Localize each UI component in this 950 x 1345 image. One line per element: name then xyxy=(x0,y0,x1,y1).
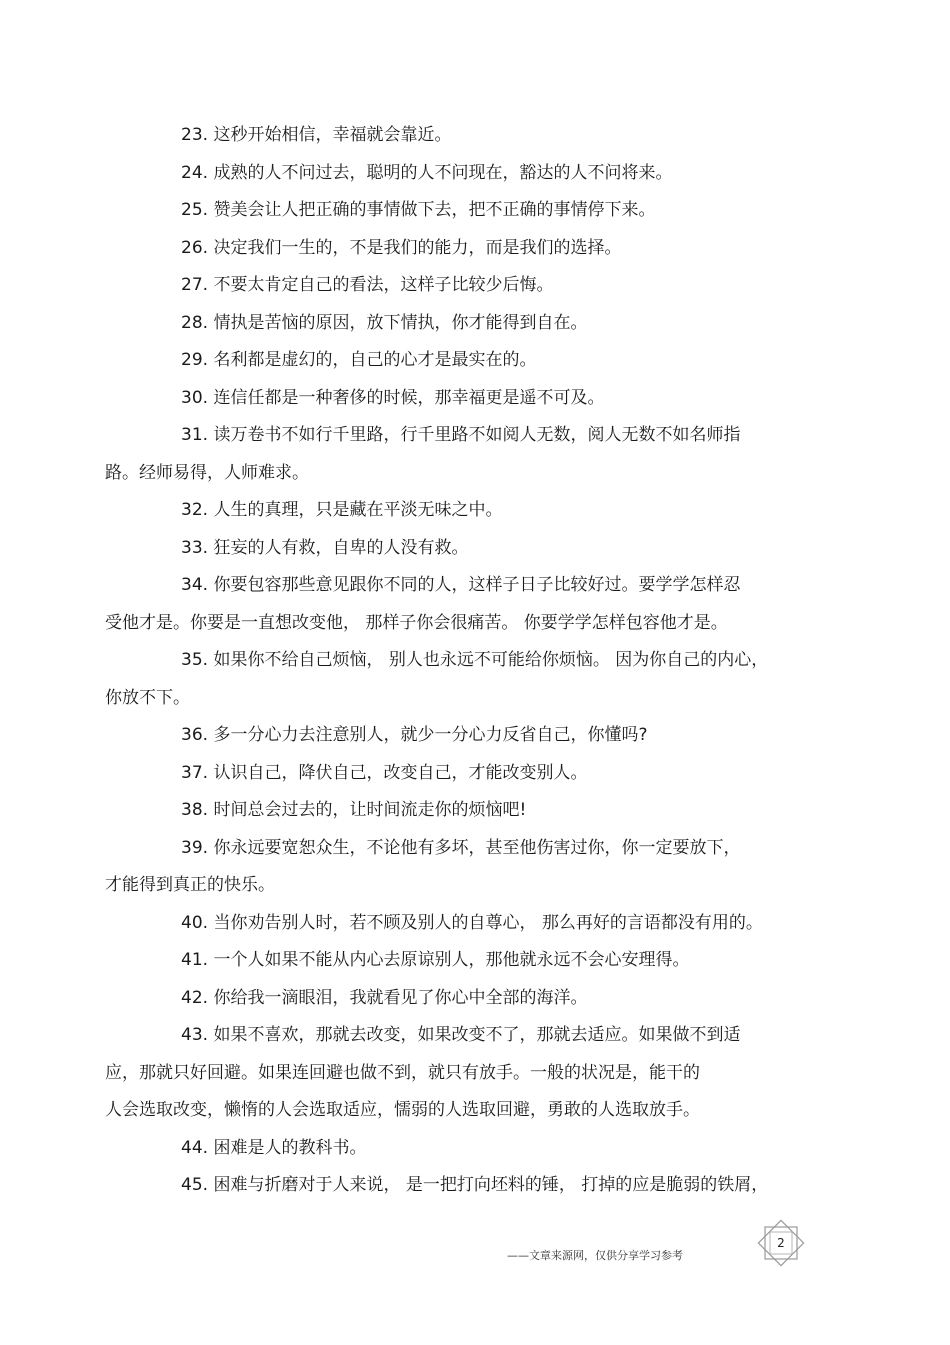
quote-item xyxy=(143,1167,793,1205)
quote-line: 38. 时间总会过去的，让时间流走你的烦恼吧! xyxy=(181,800,527,820)
quote-item xyxy=(143,267,793,305)
quote-line: 25. 赞美会让人把正确的事情做下去，把不正确的事情停下来。 xyxy=(181,200,656,220)
quote-continuation-line: 人会选取改变，懒惰的人会选取适应，懦弱的人选取回避，勇敢的人选取放手。 xyxy=(105,1100,700,1120)
quote-line: 37. 认识自己，降伏自己，改变自己，才能改变别人。 xyxy=(181,762,588,783)
quote-line: 32. 人生的真理，只是藏在平淡无味之中。 xyxy=(181,500,503,520)
quote-item xyxy=(143,905,793,943)
quote-line: 45. 困难与折磨对于人来说， 是一把打向坯料的锤， 打掉的应是脆弱的铁屑， xyxy=(181,1175,769,1195)
quote-line: 43. 如果不喜欢，那就去改变，如果改变不了，那就去适应。如果做不到适 xyxy=(181,1025,741,1045)
quote-item xyxy=(143,305,793,343)
quote-continuation-line: 受他才是。你要是一直想改变他， 那样子你会很痛苦。 你要学学怎样包容他才是。 xyxy=(105,612,728,633)
quote-line: 30. 连信任都是一种奢侈的时候，那幸福更是遥不可及。 xyxy=(181,387,605,408)
quote-line: 44. 困难是人的教科书。 xyxy=(181,1137,367,1158)
quote-item xyxy=(143,530,793,568)
quote-item xyxy=(105,417,793,492)
quote-item xyxy=(143,792,793,830)
quote-line: 34. 你要包容那些意见跟你不同的人，这样子日子比较好过。要学学怎样忍 xyxy=(181,575,741,595)
quote-item xyxy=(143,1130,793,1168)
quote-item xyxy=(143,230,793,268)
quote-line: 27. 不要太肯定自己的看法，这样子比较少后悔。 xyxy=(181,275,554,295)
quote-item xyxy=(143,717,793,755)
quote-continuation-line: 你放不下。 xyxy=(105,687,190,708)
quote-line: 39. 你永远要宽恕众生，不论他有多坏，甚至他伤害过你，你一定要放下， xyxy=(181,837,741,858)
quote-item xyxy=(143,117,793,155)
quote-item xyxy=(143,942,793,980)
quote-item xyxy=(143,380,793,418)
quote-continuation-line: 应，那就只好回避。如果连回避也做不到，就只有放手。一般的状况是，能干的 xyxy=(105,1062,700,1083)
quote-line: 29. 名利都是虚幻的，自己的心才是最实在的。 xyxy=(181,350,537,370)
quote-continuation-line: 路。经师易得，人师难求。 xyxy=(105,462,309,483)
quote-continuation-line: 才能得到真正的快乐。 xyxy=(105,875,275,895)
quote-item xyxy=(143,492,793,530)
quote-line: 31. 读万卷书不如行千里路，行千里路不如阅人无数，阅人无数不如名师指 xyxy=(181,425,741,445)
quote-line: 40. 当你劝告别人时，若不顾及别人的自尊心， 那么再好的言语都没有用的。 xyxy=(181,912,763,933)
quote-line: 33. 狂妄的人有救，自卑的人没有救。 xyxy=(181,537,469,558)
page-number: 2 xyxy=(777,1236,785,1250)
quote-line: 36. 多一分心力去注意别人，就少一分心力反省自己，你懂吗? xyxy=(181,725,648,745)
quote-line: 41. 一个人如果不能从内心去原谅别人，那他就永远不会心安理得。 xyxy=(181,950,690,970)
quote-item xyxy=(143,192,793,230)
quote-item xyxy=(105,567,793,642)
quote-line: 24. 成熟的人不问过去，聪明的人不问现在，豁达的人不问将来。 xyxy=(181,162,673,183)
quote-item xyxy=(143,980,793,1018)
quote-line: 23. 这秒开始相信，幸福就会靠近。 xyxy=(181,125,452,145)
quote-line: 26. 决定我们一生的，不是我们的能力，而是我们的选择。 xyxy=(181,237,622,258)
quote-item xyxy=(105,1017,793,1130)
page-number-badge xyxy=(757,1219,805,1267)
quote-item xyxy=(143,755,793,793)
quote-line: 28. 情执是苦恼的原因，放下情执，你才能得到自在。 xyxy=(181,312,588,333)
footer-source-note: ——文章来源网，仅供分享学习参考 xyxy=(507,1249,683,1262)
quote-line: 35. 如果你不给自己烦恼， 别人也永远不可能给你烦恼。 因为你自己的内心， xyxy=(181,650,769,670)
quote-item xyxy=(105,642,793,717)
quote-item xyxy=(143,342,793,380)
quote-item xyxy=(105,830,793,905)
quote-item xyxy=(143,155,793,193)
quote-line: 42. 你给我一滴眼泪，我就看见了你心中全部的海洋。 xyxy=(181,987,588,1008)
